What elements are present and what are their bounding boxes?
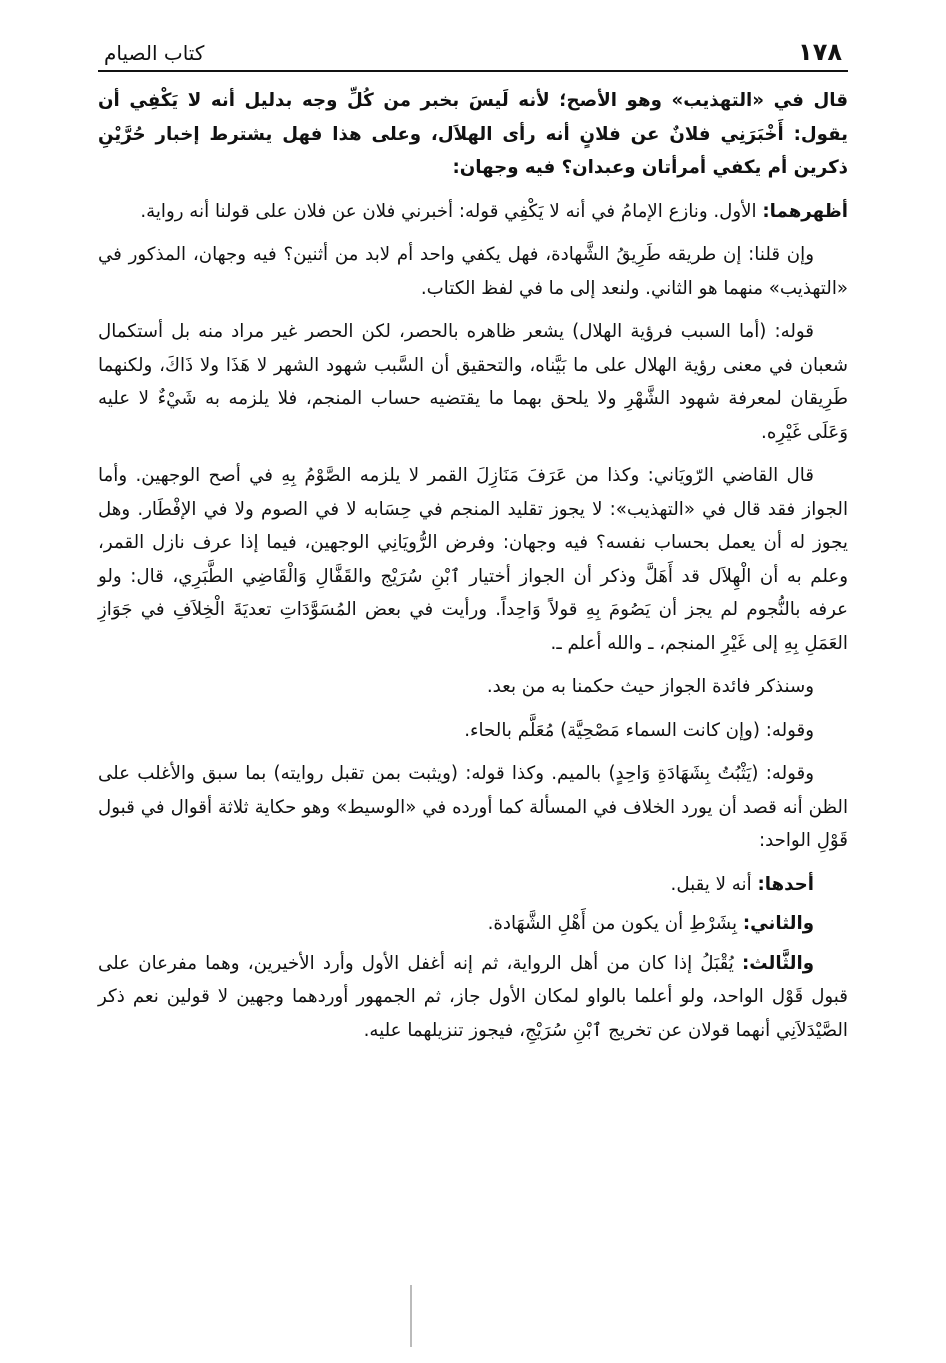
scan-artifact-line (410, 1285, 412, 1347)
paragraph-2-term: أظهرهما: (762, 200, 848, 222)
paragraph-2-text: الأول. ونازع الإمامُ في أنه لا يَكْفِي قوله: أخبرني فلان عن فلان على قولنا أنه رواية. (140, 200, 763, 222)
opinion-third-term: والثَّالث: (742, 952, 814, 974)
paragraph-2 (98, 195, 848, 229)
paragraph-3: وإن قلنا: إن طريقه طَرِيقُ الشَّهادة، فهل يكفي واحد أم لابد من أثنين؟ فيه وجهان، المذكور في «التهذيب» منهما هو الثاني. ولنعد إلى ما في لفظ الكتاب. (98, 244, 848, 299)
opinion-third-text: يُقْبَلُ إذا كان من أهل الرواية، ثم إنه أغفل الأول وأرد الأخيرين، وهما مفرعان على قبول قَوْل الواحد، ولو أعلما بالواو لمكان الأول جاز، ثم الجمهور أوردهما وجهين لا قولين نعم ذكر الصَّيْدَلاَنِي أنهما قولان عن تخريج ٱبْنِ سُرَيْجِ، فيجوز تنزيلهما عليه. (98, 952, 848, 1041)
page-header (98, 38, 848, 72)
opinion-first (98, 868, 848, 902)
opinion-second-text: بِشَرْطِ أن يكون من أَهْلِ الشَّهَادة. (487, 913, 743, 934)
page-number: ١٧٨ (798, 38, 842, 66)
opinion-second (98, 907, 848, 941)
paragraph-1: قال في «التهذيب» وهو الأصح؛ لأنه لَيسَ بخبر من كُلِّ وجه بدليل أنه لا يَكْفِي أن يقول: أَخْبَرَنِي فلانٌ عن فلانٍ أنه رأى الهلاَل، وعلى هذا فهل يشترط إخبار حُرَّيْنِ ذكرين أم يكفي أمرأتان وعبدان؟ فيه وجهان: (98, 90, 848, 178)
paragraph-6: وسنذكر فائدة الجواز حيث حكمنا به من بعد. (486, 676, 814, 697)
opinion-second-term: والثاني: (742, 913, 814, 934)
paragraph-7: وقوله: (وإن كانت السماء مَصْحِيَّة) مُعَلَّم بالحاء. (464, 719, 814, 741)
opinion-first-term: أحدها: (757, 873, 814, 895)
paragraph-4: قوله: (أما السبب فرؤية الهلال) يشعر ظاهره بالحصر، لكن الحصر غير مراد منه بل أستكمال شعبان في معنى رؤية الهلال على ما بَيَّناه، والتحقيق أن السَّبب شهود الشهر لا هَذَا ولا ذَاكَ، ولكنهما طَرِيقان لمعرفة شهود الشَّهْرِ ولا يلحق بهما ما يقتضيه حساب المنجم، فلا يلزمه به شَيْءٌ لا عليه وَعَلَى غَيْرِه. (98, 321, 848, 443)
paragraph-8: وقوله: (يَثْبُتُ بِشَهَادَةِ وَاحِدٍ) بالميم. وكذا قوله: (ويثبت بمن تقبل روايته) بما سبق والأغلب على الظن أنه قصد أن يورد الخلاف في المسألة كما أورده في «الوسيط» وهو حكاية ثلاثة أقوال في قبول قَوْلِ الواحد: (98, 763, 848, 851)
running-title: كتاب الصيام (104, 41, 205, 65)
opinion-third (98, 947, 848, 1048)
page-body (98, 84, 848, 1047)
paragraph-5: قال القاضي الرّويَاني: وكذا من عَرَفَ مَنَازِلَ القمر لا يلزمه الصَّوْمُ بِهِ في أصح الوجهين. وأما الجواز فقد قال في «التهذيب»: لا يجوز تقليد المنجم في حِسَابه لا في الصوم ولا في الإفْطَار. وهل يجوز له أن يعمل بحساب نفسه؟ فيه وجهان: وفرض الرُّويَانِي الوجهين، فيما إذا عرف نازل القمر، وعلم به أن الْهِلاَل قد أَهَلَّ وذكر أن الجواز أختيار ٱبْنِ سُرَيْج والقَفَّالِ وَالْقَاضِي الطَّبَرِي، قال: ولو عرفه بالنُّجوم لم يجز أن يَصُومَ بِهِ قولاً وَاحِداً. ورأيت في بعض المُسَوَّدَاتِ تعديَةَ الْخِلاَفِ في جَوَازِ العَمَلِ بِهِ إلى غَيْرِ المنجم، ـ والله أعلم ـ. (98, 465, 848, 654)
opinion-first-text: أنه لا يقبل. (670, 873, 758, 895)
